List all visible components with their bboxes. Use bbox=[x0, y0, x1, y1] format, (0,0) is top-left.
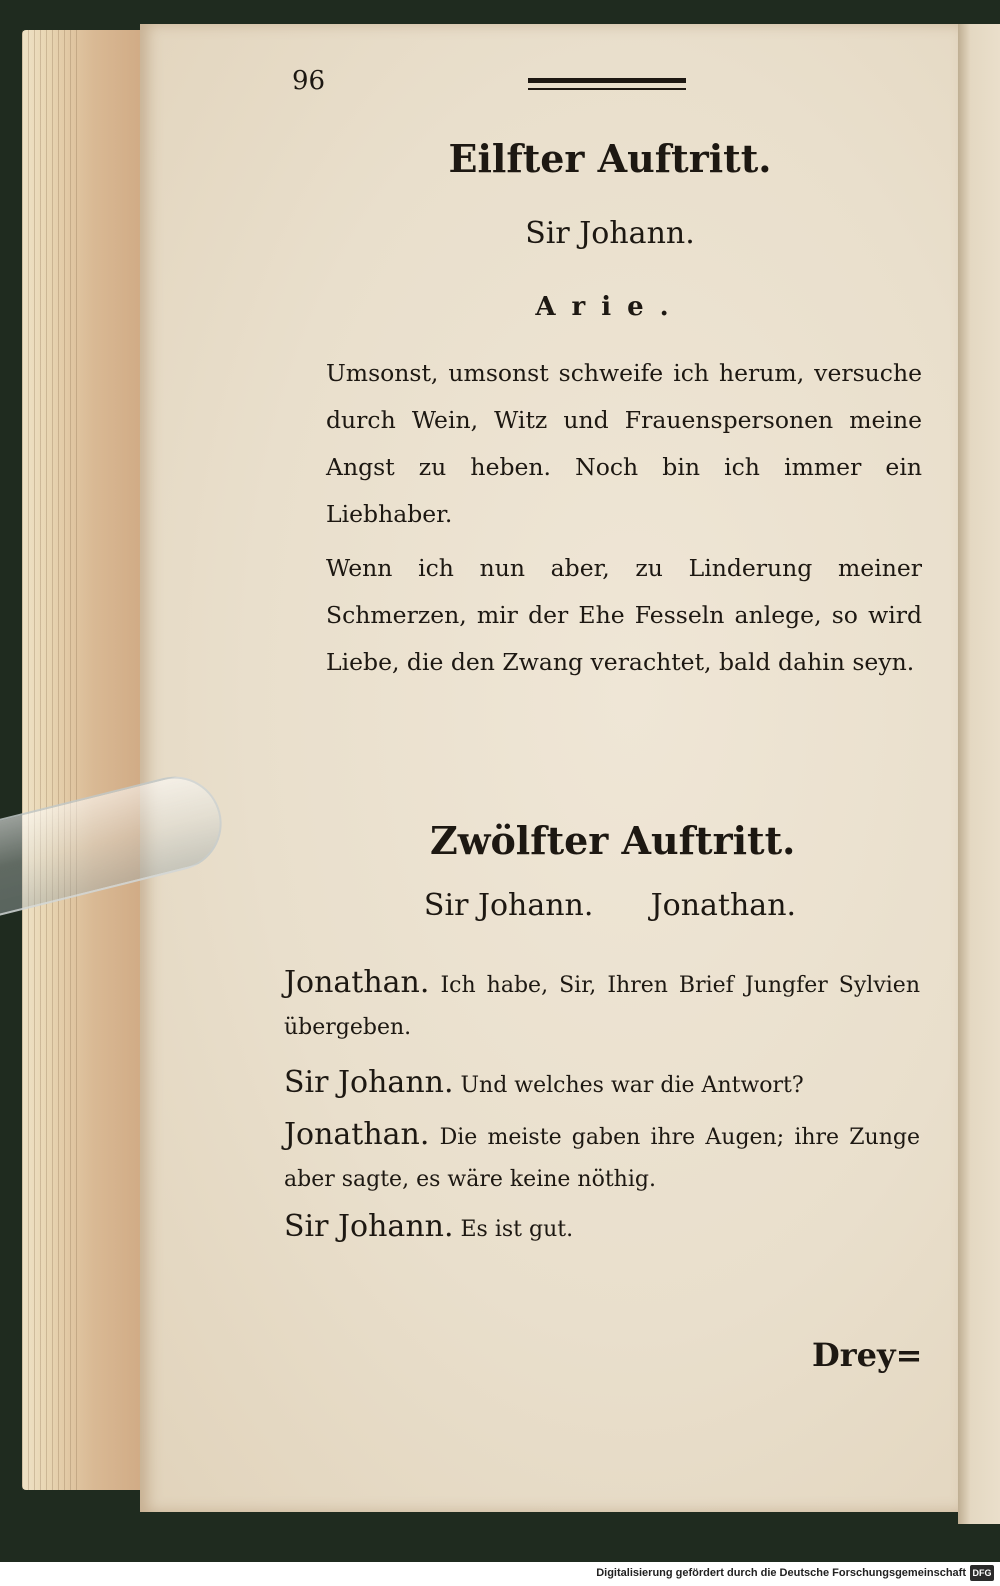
header-rule bbox=[528, 76, 686, 92]
catchword: Drey= bbox=[812, 1336, 923, 1374]
dfg-logo: DFG bbox=[970, 1565, 994, 1581]
dialogue-speaker: Jonathan. bbox=[284, 1117, 430, 1152]
dialogue-speaker: Sir Johann. bbox=[284, 1065, 454, 1100]
dialogue-text: Es ist gut. bbox=[460, 1217, 574, 1242]
arie-label: Arie. bbox=[535, 292, 685, 322]
dialogue-line-3 bbox=[284, 1114, 920, 1201]
scene-twelve-characters: Sir Johann. Jonathan. bbox=[423, 888, 797, 923]
header-rule-thick bbox=[528, 78, 686, 83]
dialogue-speaker: Sir Johann. bbox=[284, 1209, 454, 1244]
aria-paragraph-2: Wenn ich nun aber, zu Linderung meiner Schmerzen, mir der Ehe Fesseln anlege, so wird Liebe, die den Zwang verachtet, bald dahin seyn. bbox=[326, 554, 922, 676]
facing-page-edge bbox=[958, 24, 1000, 1524]
dialogue-text: Ich habe, Sir, Ihren Brief Jungfer Sylvien übergeben. bbox=[284, 973, 920, 1040]
header-rule-thin bbox=[528, 88, 686, 90]
footer-credit: Digitalisierung gefördert durch die Deutsche Forschungsgemeinschaft bbox=[596, 1567, 966, 1579]
dialogue-line-1 bbox=[284, 962, 920, 1049]
scene-eleven-title: Eilfter Auftritt. bbox=[448, 136, 772, 181]
aria-paragraph-1: Umsonst, umsonst schweife ich herum, versuche durch Wein, Witz und Frauenspersonen meine Angst zu heben. Noch bin ich immer ein Liebhaber. bbox=[326, 359, 922, 528]
page-number: 96 bbox=[292, 66, 326, 96]
dialogue-speaker: Jonathan. bbox=[284, 965, 430, 1000]
page-stack-lines bbox=[22, 30, 82, 1490]
scene-twelve-title: Zwölfter Auftritt. bbox=[430, 818, 796, 863]
dialogue-line-2 bbox=[284, 1062, 920, 1107]
scene-eleven-character: Sir Johann. bbox=[525, 216, 695, 251]
dialogue-text: Und welches war die Antwort? bbox=[460, 1073, 804, 1098]
dialogue-text: Die meiste gaben ihre Augen; ihre Zunge aber sagte, es wäre keine nöthig. bbox=[284, 1125, 920, 1192]
dialogue-line-4 bbox=[284, 1206, 920, 1251]
